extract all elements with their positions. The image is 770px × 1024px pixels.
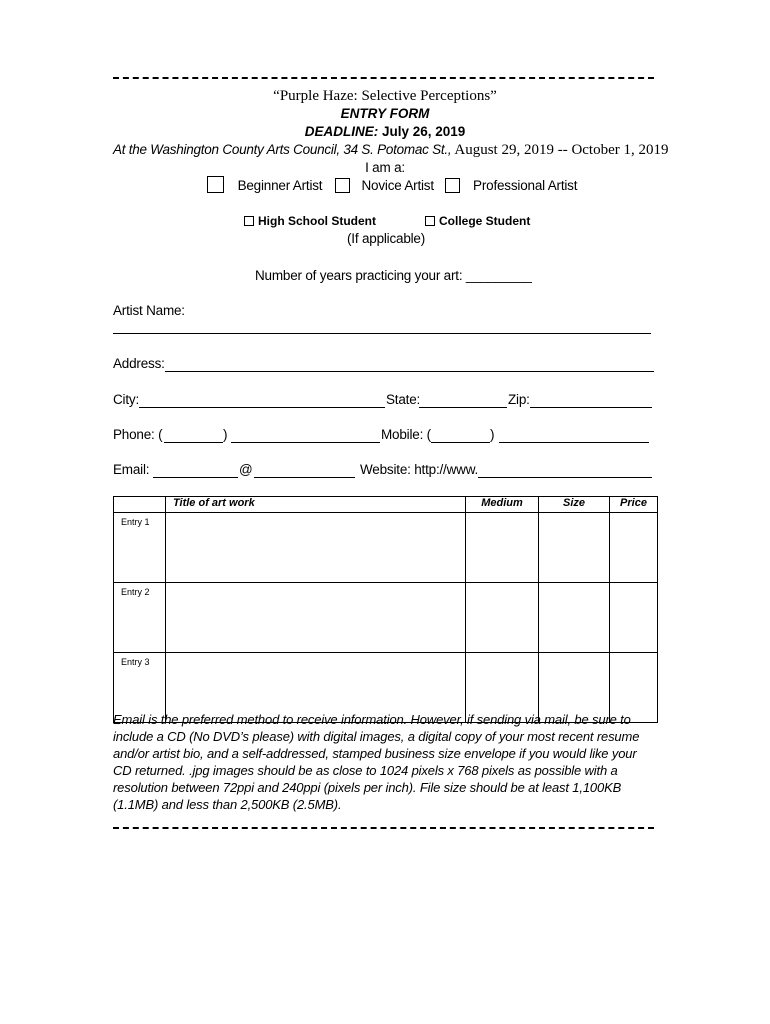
address-line[interactable] [165,371,654,372]
state-label: State: [386,392,421,407]
entry-label: Entry 3 [114,653,166,723]
college-option [425,214,530,228]
deadline-date: July 26, 2019 [378,124,466,139]
zip-label: Zip: [508,392,530,407]
entries-table [113,496,658,723]
email-label: Email: [113,462,150,477]
submission-instructions: Email is the preferred method to receive information. However, if sending via mail, be sure to include a CD (No DVD’s please) with digital images, a digital copy of your most recent resume and/or artist bio, and a self-addressed, stamped business size envelope if you would like your CD returned. .jpg images should be as close to 1024 pixels x 768 pixels as possible with a resolution between 72ppi and 240ppi (pixels per inch). File size should be at least 1,100KB (1.1MB) and less than 2,500KB (2.5MB). [113,712,640,812]
mobile-number-line[interactable] [499,442,649,443]
professional-artist-label: Professional Artist [473,178,578,193]
high-school-checkbox[interactable] [244,216,254,226]
beginner-artist-checkbox[interactable] [207,176,224,193]
website-label: Website: http://www. [360,462,479,477]
artist-type-prompt: I am a: [365,160,405,175]
entry-size-cell[interactable] [539,583,610,653]
college-label: College Student [439,214,531,228]
beginner-artist-label: Beginner Artist [237,178,323,193]
table-header-title: Title of art work [166,497,466,513]
if-applicable-note: (If applicable) [347,231,426,246]
table-row [114,513,658,583]
artist-type-options [207,176,577,193]
email-at-sign: @ [239,462,253,477]
entry-price-cell[interactable] [610,513,658,583]
table-header-medium: Medium [466,497,539,513]
entry-title-cell[interactable] [166,513,466,583]
address-label: Address: [113,356,165,371]
city-label: City: [113,392,140,407]
novice-artist-checkbox[interactable] [335,178,350,193]
high-school-option [244,214,376,228]
entry-label: Entry 1 [114,513,166,583]
deadline-label: DEADLINE: [304,124,379,139]
table-row [114,583,658,653]
table-header-size: Size [539,497,610,513]
entry-medium-cell[interactable] [466,513,539,583]
form-name: ENTRY FORM [340,106,430,121]
zip-line[interactable] [530,407,652,408]
email-user-line[interactable] [153,477,238,478]
years-practicing-field[interactable]: Number of years practicing your art: _________ [255,268,532,283]
mobile-close-paren: ) [490,427,495,442]
entry-size-cell[interactable] [539,513,610,583]
city-line[interactable] [139,407,385,408]
mobile-label: Mobile: ( [381,427,431,442]
high-school-label: High School Student [258,214,376,228]
phone-label: Phone: ( [113,427,163,442]
exhibit-title: “Purple Haze: Selective Perceptions” [273,88,497,104]
website-line[interactable] [478,477,652,478]
table-header-price: Price [610,497,658,513]
college-checkbox[interactable] [425,216,435,226]
phone-number-line[interactable] [231,442,380,443]
deadline-line [0,124,770,139]
artist-name-line[interactable] [113,333,651,334]
artist-name-label: Artist Name: [113,303,185,318]
novice-artist-label: Novice Artist [361,178,434,193]
location-line [113,142,669,159]
mobile-area-code-line[interactable] [431,442,490,443]
bottom-divider [113,827,654,829]
professional-artist-checkbox[interactable] [445,178,460,193]
top-divider [113,77,654,79]
entry-price-cell[interactable] [610,583,658,653]
table-header-blank [114,497,166,513]
location-text: At the Washington County Arts Council, 34 S. Potomac St., [113,142,452,157]
phone-area-code-line[interactable] [164,442,223,443]
entry-medium-cell[interactable] [466,583,539,653]
entry-label: Entry 2 [114,583,166,653]
table-header-row [114,497,658,513]
state-line[interactable] [419,407,507,408]
phone-close-paren: ) [223,427,228,442]
email-domain-line[interactable] [254,477,355,478]
exhibit-dates: August 29, 2019 -- October 1, 2019 [451,142,669,158]
entry-title-cell[interactable] [166,583,466,653]
